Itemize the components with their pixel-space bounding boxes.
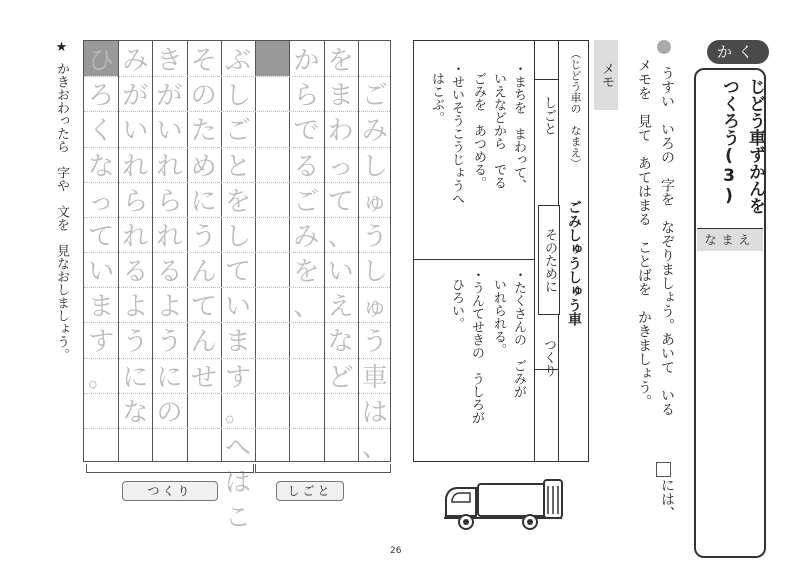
grid-char: る — [122, 257, 149, 288]
grid-char: い — [122, 116, 149, 147]
grid-char: で — [293, 116, 320, 147]
grid-char: ゅ — [361, 186, 388, 217]
grid-char: 。 — [88, 362, 115, 393]
grid-char: み — [122, 46, 149, 77]
memo-divider — [414, 259, 534, 260]
work-header: しごと — [541, 96, 556, 135]
work-text-4: ・せいそうこうじょうへ — [449, 62, 464, 205]
structure-header: つくり — [541, 338, 556, 377]
grid-char: し — [224, 81, 251, 112]
grid-char: う — [122, 327, 149, 358]
grid-char: に — [190, 186, 217, 217]
grid-char: み — [361, 116, 388, 147]
grid-char: ん — [190, 327, 217, 358]
review-note — [52, 40, 70, 55]
structure-text-1: ・たくさんの ごみが — [511, 268, 526, 398]
instruction-line-3: には、 — [659, 478, 675, 520]
review-note-text: かきおわったら 字や 文を 見なおしましょう。 — [54, 62, 69, 361]
grid-char: た — [190, 116, 217, 147]
grid-char: せ — [190, 362, 217, 393]
grid-char: う — [190, 221, 217, 252]
grid-char: を — [293, 257, 320, 288]
grid-char: い — [327, 257, 354, 288]
grid-char: れ — [156, 151, 183, 182]
grid-char: が — [122, 81, 149, 112]
grid-char: っ — [327, 151, 354, 182]
grid-char: い — [156, 116, 183, 147]
structure-text-4: ひろい。 — [449, 278, 464, 330]
grid-char: が — [156, 81, 183, 112]
grid-char: く — [88, 116, 115, 147]
grid-char: ろ — [88, 81, 115, 112]
grid-char: を — [327, 46, 354, 77]
grid-char: を — [224, 186, 251, 217]
grid-char: そ — [190, 46, 217, 77]
grid-char: ら — [122, 186, 149, 217]
grid-char: よ — [156, 292, 183, 323]
grid-char: は — [224, 468, 251, 499]
grid-char: ま — [327, 81, 354, 112]
page-number: 26 — [390, 546, 402, 556]
page-title: じどう車ずかんを つくろう(3) — [719, 78, 765, 214]
grid-char: し — [361, 151, 388, 182]
grid-char: め — [190, 151, 217, 182]
grid-char: ご — [224, 116, 251, 147]
work-text-3: ごみを あつめる。 — [471, 72, 486, 189]
grid-char: い — [224, 292, 251, 323]
grid-char: な — [327, 327, 354, 358]
grid-char: い — [88, 257, 115, 288]
grid-column-line — [255, 41, 256, 461]
grid-char: 、 — [361, 432, 388, 463]
grid-char: ご — [361, 81, 388, 112]
work-text-2: いえなどから でる — [491, 72, 506, 189]
grid-char: 車 — [361, 362, 388, 393]
grid-char: み — [293, 221, 320, 252]
car-name-furigana: （じどう車の なまえ） — [569, 48, 582, 169]
work-text-5: はこぶ。 — [429, 72, 444, 124]
memo-divider — [534, 41, 535, 461]
grid-char: う — [361, 221, 388, 252]
filled-cell — [255, 41, 289, 76]
grid-char: こ — [224, 503, 251, 534]
grid-char: に — [156, 362, 183, 393]
grid-char: に — [122, 362, 149, 393]
grid-char: へ — [224, 432, 251, 463]
grid-char: ま — [224, 327, 251, 358]
grid-char: ら — [156, 186, 183, 217]
structure-text-3: ・うんてせきの うしろが — [469, 268, 484, 424]
grid-char: れ — [122, 151, 149, 182]
grid-char: る — [156, 257, 183, 288]
memo-divider — [534, 79, 558, 80]
grid-char: な — [122, 397, 149, 428]
grid-char: の — [156, 397, 183, 428]
grid-char: よ — [122, 292, 149, 323]
grid-char: わ — [327, 116, 354, 147]
name-label: なまえ — [697, 229, 763, 251]
work-bracket — [255, 464, 391, 473]
grid-char: る — [293, 151, 320, 182]
grid-char: て — [190, 292, 217, 323]
memo-label: メモ — [594, 40, 618, 110]
grid-char: え — [327, 292, 354, 323]
grid-char: 。 — [224, 397, 251, 428]
grid-char: 、 — [327, 221, 354, 252]
grid-char: は — [361, 397, 388, 428]
grid-char: っ — [88, 186, 115, 217]
grid-char: な — [88, 151, 115, 182]
grid-char: ひ — [88, 46, 115, 77]
car-name: ごみしゅうしゅう車 — [566, 200, 582, 326]
grid-char: す — [88, 327, 115, 358]
section-badge: かく — [707, 40, 769, 64]
star-icon: ★ — [54, 40, 69, 55]
grid-char: う — [361, 327, 388, 358]
work-tag: しごと — [276, 481, 344, 501]
structure-tag: つくり — [122, 481, 218, 501]
structure-text-2: いれられる。 — [491, 278, 506, 356]
grid-char: ご — [293, 186, 320, 217]
grid-char: れ — [122, 221, 149, 252]
grid-char: し — [224, 221, 251, 252]
grid-char: し — [361, 257, 388, 288]
grid-char: れ — [156, 221, 183, 252]
grid-char: ぶ — [224, 46, 251, 77]
grid-char: て — [327, 186, 354, 217]
garbage-truck-icon — [440, 476, 566, 532]
grid-char: う — [156, 327, 183, 358]
grid-char: て — [224, 257, 251, 288]
grid-char: と — [224, 151, 251, 182]
grid-char: の — [190, 81, 217, 112]
connector-box: そのために — [538, 205, 560, 315]
grid-char: ゅ — [361, 292, 388, 323]
instruction-line-1: うすい いろの 字を なぞりましょう。あいて いる — [659, 66, 675, 416]
instruction-line-2: メモを 見て あてはまる ことばを かきましょう。 — [636, 58, 652, 408]
grid-char: ま — [88, 292, 115, 323]
grid-char: す — [224, 362, 251, 393]
grid-char: ら — [293, 81, 320, 112]
grid-char: ど — [327, 362, 354, 393]
grid-char: ん — [190, 257, 217, 288]
answer-box-icon — [656, 462, 671, 477]
grid-char: き — [156, 46, 183, 77]
grid-char: 、 — [293, 292, 320, 323]
structure-bracket — [86, 464, 254, 473]
work-text-1: ・まちを まわって、 — [511, 62, 526, 192]
bullet-icon — [657, 40, 671, 54]
grid-char: て — [88, 221, 115, 252]
grid-char: か — [293, 46, 320, 77]
